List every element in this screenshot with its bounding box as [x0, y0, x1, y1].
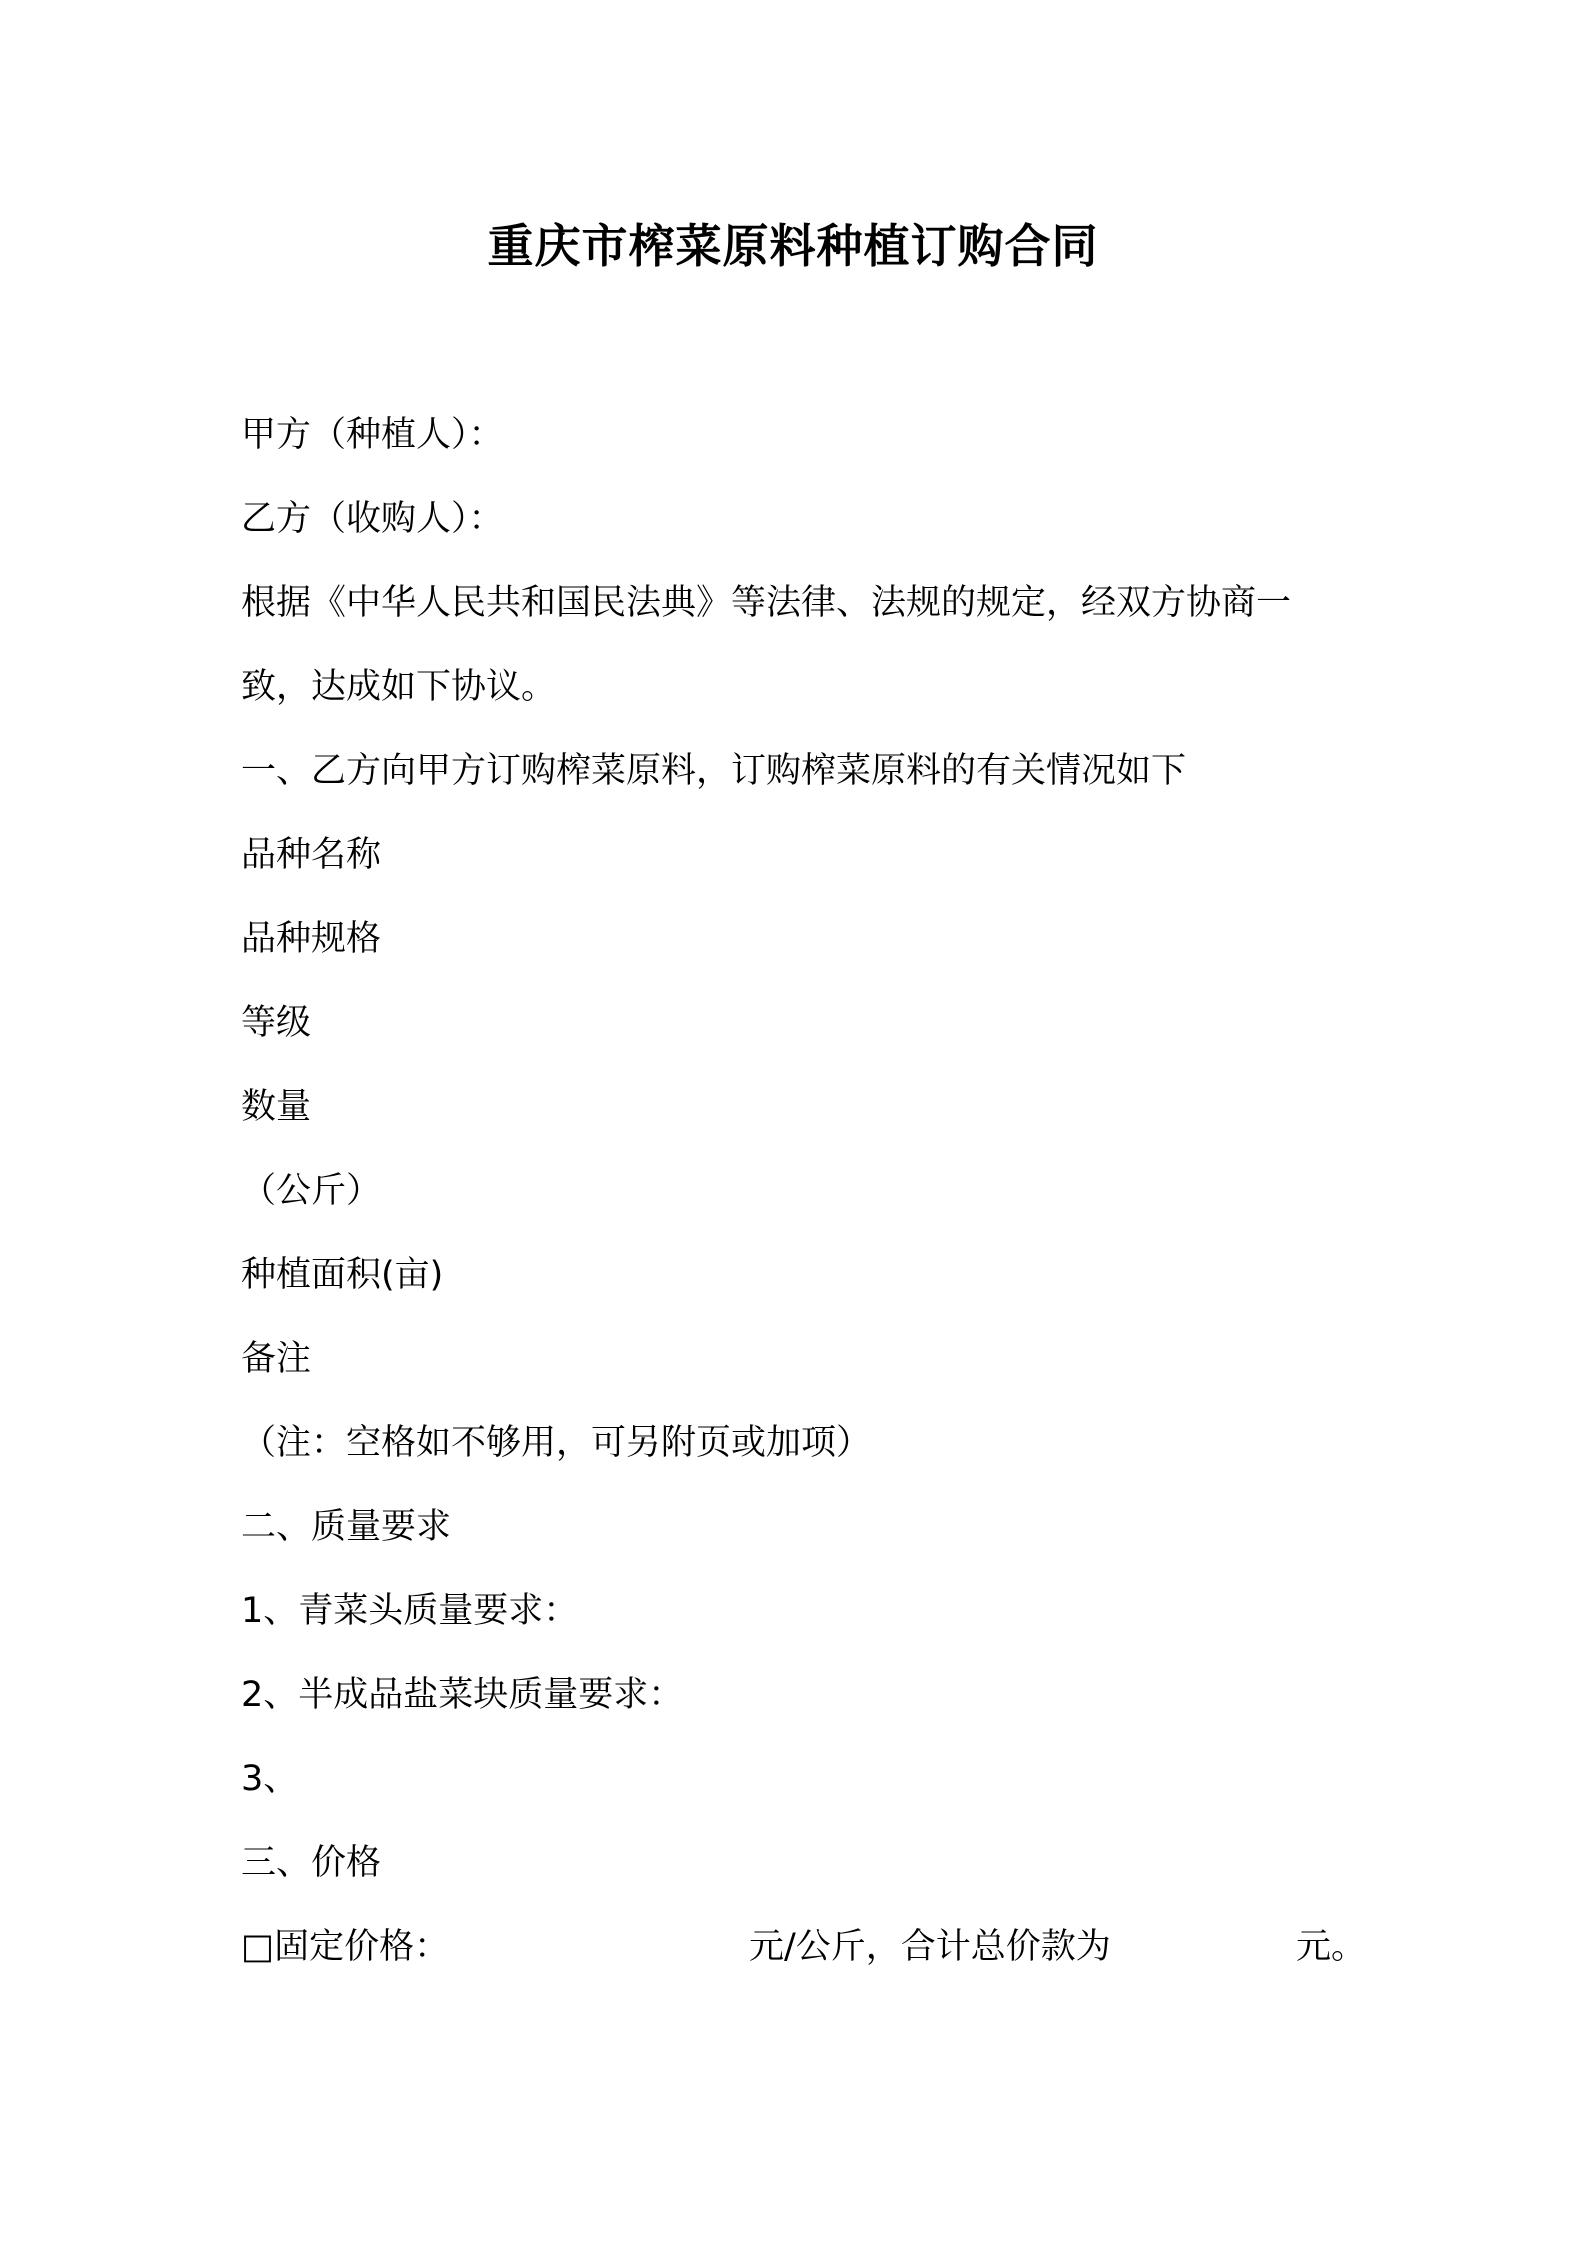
section-1-heading: 一、乙方向甲方订购榨菜原料，订购榨菜原料的有关情况如下 — [241, 751, 1187, 791]
party-b-line: 乙方（收购人）： — [241, 499, 504, 539]
field-quantity-unit: （公斤） — [241, 1171, 382, 1211]
fixed-price-line — [241, 1917, 1367, 2001]
fixed-price-label: □固定价格： — [241, 1927, 450, 1967]
quality-item-3: 3、 — [241, 1759, 299, 1799]
field-planting-area: 种植面积(亩) — [241, 1255, 444, 1295]
party-a-line: 甲方（种植人）： — [241, 415, 504, 455]
preamble-line-1: 根据《中华人民共和国民法典》等法律、法规的规定，经双方协商一 — [241, 583, 1292, 623]
section-2-heading: 二、质量要求 — [241, 1507, 452, 1547]
price-unit-text: 元/公斤，合计总价款为 — [749, 1927, 1111, 1967]
field-remarks: 备注 — [241, 1339, 312, 1379]
note-line: （注：空格如不够用，可另附页或加项） — [241, 1423, 872, 1463]
document-body — [241, 405, 1367, 2001]
quality-item-2: 2、半成品盐菜块质量要求： — [241, 1675, 684, 1715]
quality-item-1: 1、青菜头质量要求： — [241, 1591, 579, 1631]
field-variety-spec: 品种规格 — [241, 919, 382, 959]
field-variety-name: 品种名称 — [241, 835, 382, 875]
field-quantity: 数量 — [241, 1087, 312, 1127]
preamble-line-2: 致，达成如下协议。 — [241, 667, 557, 707]
price-end-text: 元。 — [1296, 1927, 1367, 1967]
field-grade: 等级 — [241, 1003, 312, 1043]
section-3-heading: 三、价格 — [241, 1843, 382, 1883]
document-title: 重庆市榨菜原料种植订购合同 — [487, 219, 1099, 273]
